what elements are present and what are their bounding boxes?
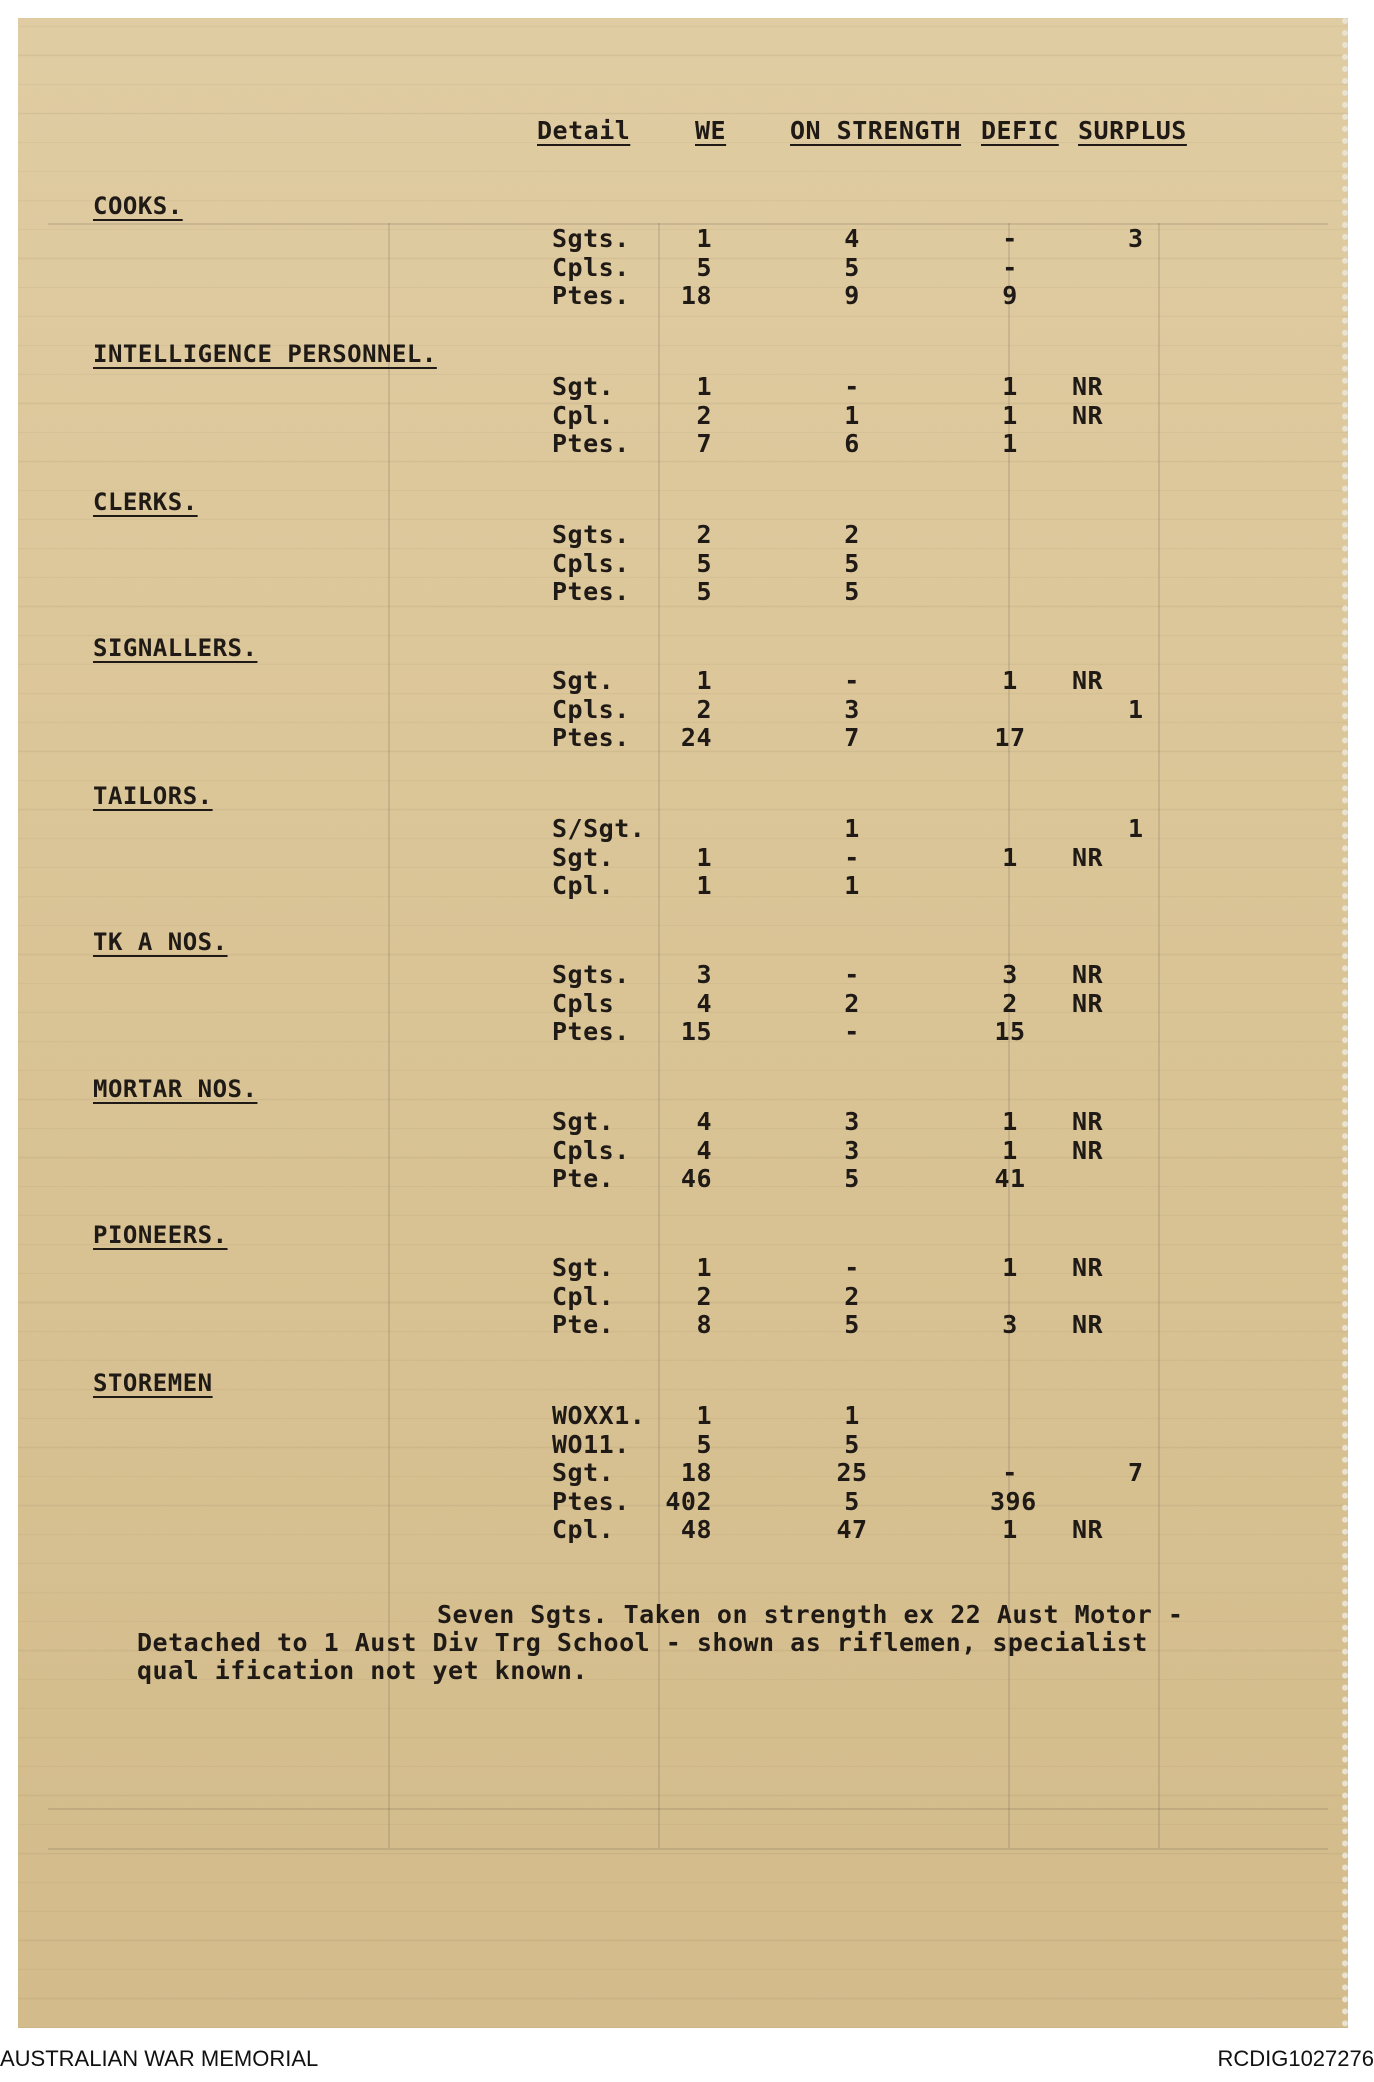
on-strength-cell: 1 — [844, 871, 860, 900]
section-title: TK A NOS. — [93, 928, 228, 956]
nr-note-cell: NR — [1072, 400, 1104, 430]
surplus-cell: 1 — [1128, 694, 1144, 724]
nr-note-cell: NR — [1072, 960, 1104, 989]
on-strength-cell: 5 — [844, 1164, 860, 1193]
defic-cell: 1 — [1002, 666, 1018, 695]
defic-cell: 17 — [994, 723, 1026, 752]
we-cell: 5 — [696, 548, 712, 578]
rank-cell: Ptes. — [552, 723, 630, 752]
nr-note-cell: NR — [1072, 1310, 1104, 1339]
on-strength-cell: 3 — [844, 694, 860, 724]
we-cell: 5 — [696, 252, 712, 282]
surplus-cell: 1 — [1128, 814, 1144, 843]
on-strength-cell: 5 — [844, 577, 860, 606]
we-cell: 2 — [696, 520, 712, 549]
rank-cell: Cpls — [552, 988, 615, 1018]
rank-cell: WO11. — [552, 1429, 630, 1459]
we-cell: 7 — [696, 429, 712, 458]
nr-note-cell: NR — [1072, 1107, 1104, 1136]
on-strength-cell: 5 — [844, 548, 860, 578]
on-strength-cell: - — [844, 960, 860, 989]
surplus-cell: 7 — [1128, 1458, 1144, 1487]
on-strength-cell: 25 — [836, 1458, 868, 1487]
on-strength-cell: 3 — [844, 1135, 860, 1165]
on-strength-cell: 5 — [844, 252, 860, 282]
rank-cell: Ptes. — [552, 429, 630, 458]
on-strength-cell: 5 — [844, 1429, 860, 1459]
rank-cell: Cpls. — [552, 694, 630, 724]
on-strength-cell: 47 — [836, 1515, 868, 1544]
header-on-strength: ON STRENGTH — [790, 116, 962, 145]
on-strength-cell: 1 — [844, 814, 860, 843]
defic-cell: 3 — [1002, 1310, 1018, 1339]
on-strength-cell: - — [844, 842, 860, 872]
rank-cell: Ptes. — [552, 577, 630, 606]
we-cell: 1 — [696, 871, 712, 900]
we-cell: 5 — [696, 577, 712, 606]
rank-cell: Sgt. — [552, 842, 615, 872]
rank-cell: Sgts. — [552, 960, 630, 989]
we-cell: 4 — [696, 1135, 712, 1165]
nr-note-cell: NR — [1072, 988, 1104, 1018]
we-cell: 1 — [696, 666, 712, 695]
defic-cell: 41 — [994, 1164, 1026, 1193]
rank-cell: Ptes. — [552, 1486, 630, 1516]
we-cell: 402 — [665, 1486, 712, 1516]
defic-cell: 1 — [1002, 372, 1018, 401]
on-strength-cell: 7 — [844, 723, 860, 752]
footer-id: RCDIG1027276 — [1217, 2046, 1374, 2071]
we-cell: 15 — [680, 1017, 712, 1046]
rank-cell: Cpl. — [552, 400, 615, 430]
on-strength-cell: - — [844, 1253, 860, 1282]
rank-cell: Pte. — [552, 1310, 615, 1339]
note-line-1: Seven Sgts. Taken on strength ex 22 Aust Motor - — [437, 1600, 1184, 1629]
rank-cell: Sgts. — [552, 520, 630, 549]
defic-cell: 1 — [1002, 400, 1018, 430]
rank-cell: Cpl. — [552, 1515, 615, 1544]
footer-source: AUSTRALIAN WAR MEMORIAL — [0, 2046, 319, 2071]
defic-cell: 396 — [990, 1486, 1037, 1516]
section-title: TAILORS. — [93, 782, 213, 810]
nr-note-cell: NR — [1072, 1515, 1104, 1544]
defic-cell: 15 — [994, 1017, 1026, 1046]
rank-cell: Sgt. — [552, 1458, 615, 1487]
defic-cell: - — [1002, 252, 1018, 282]
surplus-cell: 3 — [1128, 224, 1144, 253]
nr-note-cell: NR — [1072, 842, 1104, 872]
we-cell: 18 — [680, 1458, 712, 1487]
on-strength-cell: 2 — [844, 1281, 860, 1311]
we-cell: 3 — [696, 960, 712, 989]
rank-cell: Cpls. — [552, 252, 630, 282]
we-cell: 5 — [696, 1429, 712, 1459]
we-cell: 8 — [696, 1310, 712, 1339]
defic-cell: 1 — [1002, 1135, 1018, 1165]
section-title: CLERKS. — [93, 488, 198, 516]
section-title: STOREMEN — [93, 1369, 213, 1397]
on-strength-cell: 4 — [844, 224, 860, 253]
on-strength-cell: 3 — [844, 1107, 860, 1136]
we-cell: 46 — [680, 1164, 712, 1193]
rank-cell: Sgt. — [552, 666, 615, 695]
rank-cell: Cpls. — [552, 1135, 630, 1165]
defic-cell: 9 — [1002, 281, 1018, 310]
nr-note-cell: NR — [1072, 1253, 1104, 1282]
section-title: COOKS. — [93, 192, 183, 220]
on-strength-cell: 5 — [844, 1486, 860, 1516]
defic-cell: 2 — [1002, 988, 1018, 1018]
we-cell: 2 — [696, 400, 712, 430]
note-line-3: qual ification not yet known. — [137, 1656, 588, 1685]
we-cell: 1 — [696, 372, 712, 401]
defic-cell: - — [1002, 1458, 1018, 1487]
rank-cell: S/Sgt. — [552, 814, 646, 843]
on-strength-cell: - — [844, 1017, 860, 1046]
nr-note-cell: NR — [1072, 1135, 1104, 1165]
we-cell: 24 — [680, 723, 712, 752]
defic-cell: - — [1002, 224, 1018, 253]
rank-cell: WOXX1. — [552, 1401, 646, 1430]
rank-cell: Pte. — [552, 1164, 615, 1193]
we-cell: 48 — [680, 1515, 712, 1544]
we-cell: 1 — [696, 224, 712, 253]
on-strength-cell: - — [844, 372, 860, 401]
we-cell: 1 — [696, 1401, 712, 1430]
on-strength-cell: 1 — [844, 1401, 860, 1430]
section-title: SIGNALLERS. — [93, 634, 258, 662]
nr-note-cell: NR — [1072, 372, 1104, 401]
rank-cell: Sgt. — [552, 1107, 615, 1136]
we-cell: 4 — [696, 1107, 712, 1136]
rank-cell: Sgt. — [552, 372, 615, 401]
we-cell: 1 — [696, 842, 712, 872]
header-detail: Detail — [537, 116, 631, 145]
rank-cell: Sgt. — [552, 1253, 615, 1282]
header-we: WE — [695, 116, 727, 145]
rank-cell: Ptes. — [552, 1017, 630, 1046]
rank-cell: Cpl. — [552, 871, 615, 900]
we-cell: 1 — [696, 1253, 712, 1282]
on-strength-cell: 2 — [844, 988, 860, 1018]
defic-cell: 1 — [1002, 429, 1018, 458]
section-title: PIONEERS. — [93, 1221, 228, 1249]
defic-cell: 1 — [1002, 842, 1018, 872]
rank-cell: Ptes. — [552, 281, 630, 310]
header-defic: DEFIC — [981, 116, 1059, 145]
we-cell: 2 — [696, 694, 712, 724]
on-strength-cell: 2 — [844, 520, 860, 549]
header-surplus: SURPLUS — [1078, 116, 1187, 145]
on-strength-cell: - — [844, 666, 860, 695]
we-cell: 2 — [696, 1281, 712, 1311]
defic-cell: 1 — [1002, 1253, 1018, 1282]
defic-cell: 1 — [1002, 1515, 1018, 1544]
on-strength-cell: 9 — [844, 281, 860, 310]
on-strength-cell: 6 — [844, 429, 860, 458]
note-line-2: Detached to 1 Aust Div Trg School - shown as riflemen, specialist — [137, 1628, 1148, 1657]
we-cell: 4 — [696, 988, 712, 1018]
section-title: INTELLIGENCE PERSONNEL. — [93, 340, 437, 368]
defic-cell: 3 — [1002, 960, 1018, 989]
nr-note-cell: NR — [1072, 666, 1104, 695]
rank-cell: Sgts. — [552, 224, 630, 253]
we-cell: 18 — [680, 281, 712, 310]
section-title: MORTAR NOS. — [93, 1075, 258, 1103]
on-strength-cell: 5 — [844, 1310, 860, 1339]
rank-cell: Cpl. — [552, 1281, 615, 1311]
defic-cell: 1 — [1002, 1107, 1018, 1136]
on-strength-cell: 1 — [844, 400, 860, 430]
rank-cell: Cpls. — [552, 548, 630, 578]
